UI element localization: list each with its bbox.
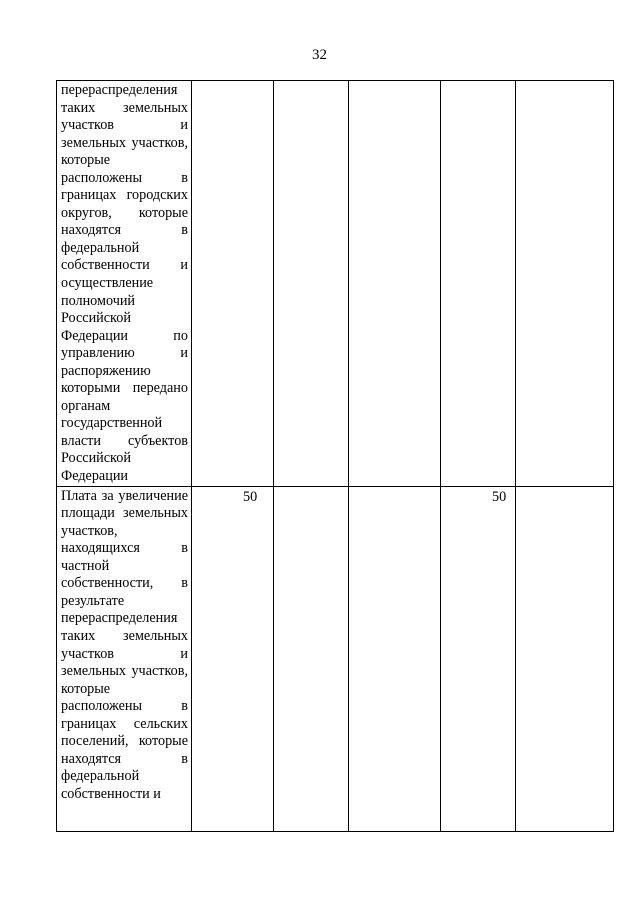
value-cell-5 [516,81,614,487]
table-row [57,81,614,487]
value-cell-1 [192,81,274,487]
row-description-cell: Плата за увеличение площади земельных участков, находящихся в частной собственности, в результате перераспределения таких земельных участков и земельных участков, которые расположены в границах сельских поселений, которые находятся в федеральной собственности и [57,486,192,831]
value-cell-2 [274,486,349,831]
table-row [57,486,614,831]
value-cell-4 [441,81,516,487]
row-description-cell: перераспределения таких земельных участков и земельных участков, которые расположены в границах городских округов, которые находятся в федеральной собственности и осуществление полномочий Российской Федерации по управлению и распоряжению которыми передано органам государственной власти субъектов Российской Федерации [57,81,192,487]
value-cell-3 [349,486,441,831]
page-number: 32 [312,47,327,63]
value-cell-2 [274,81,349,487]
value-cell-4: 50 [441,486,516,831]
value-cell-5 [516,486,614,831]
value-cell-3 [349,81,441,487]
value-cell-1: 50 [192,486,274,831]
budget-table [56,80,614,832]
